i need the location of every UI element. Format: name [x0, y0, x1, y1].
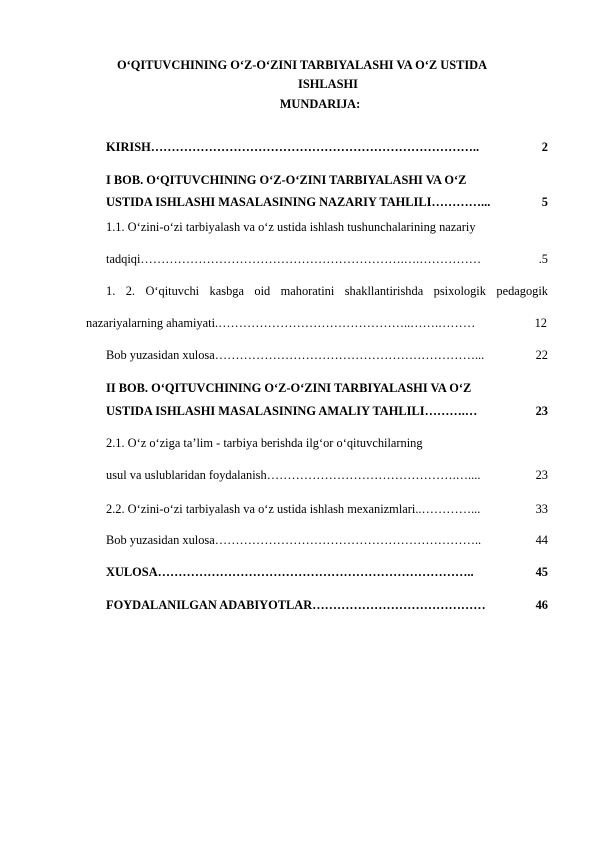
doc-title-line2-text: ISHLASHI	[298, 77, 358, 91]
toc-entry-2-2[interactable]	[106, 502, 548, 517]
toc-leader-dots: ………………………………………..…….………	[218, 316, 476, 330]
toc-entry-text: XULOSA	[106, 565, 158, 579]
toc-entry-1-1-line1[interactable]: 1.1. O‘zini-o‘zi tarbiyalash va o‘z ustida ishlash tushunchalarining nazariy	[106, 220, 476, 234]
toc-entry-text: nazariyalarning ahamiyati.	[86, 316, 219, 330]
toc-entry-text: USTIDA ISHLASHI MASALASINING NAZARIY TAHLILI	[106, 195, 432, 209]
toc-entry-text: KIRISH	[106, 140, 151, 154]
toc-entry-1-1-line2[interactable]	[106, 252, 548, 267]
toc-entry-1-2-line2[interactable]	[86, 316, 547, 331]
toc-entry-text: tadqiqi	[106, 252, 141, 266]
toc-entry-text: usul va uslublaridan foydalanish	[106, 468, 267, 482]
toc-entry-bob1-xulosa[interactable]	[106, 348, 548, 363]
toc-page-number: 23	[535, 468, 548, 482]
toc-page-number: .5	[538, 252, 548, 266]
toc-leader-dots: ……….…	[424, 404, 478, 418]
toc-entry-kirish[interactable]	[106, 140, 548, 155]
toc-heading	[22, 97, 596, 112]
toc-leader-dots: ………………………………………………………...	[214, 348, 485, 362]
toc-entry-text: 2.2. O‘zini-o‘zi tarbiyalash va o‘z ustida ishlash mexanizmlari	[106, 502, 416, 516]
toc-leader-dots: ……………………………………………………….….……………	[140, 252, 482, 266]
toc-entry-bob2-line2[interactable]	[106, 404, 548, 419]
toc-entry-xulosa[interactable]	[106, 565, 548, 580]
toc-page-number: 23	[535, 404, 548, 418]
toc-entry-text: FOYDALANILGAN ADABIYOTLAR	[106, 598, 313, 612]
toc-entry-text: Bob yuzasidan xulosa	[106, 348, 215, 362]
toc-entry-1-2-line1[interactable]: 1. 2. O‘qituvchi kasbga oid mahoratini shakllantirishda psixologik pedagogik	[106, 284, 548, 298]
toc-entry-bob2-line1[interactable]: II BOB. O‘QITUVCHINING O‘Z-O‘ZINI TARBIYALASHI VA O‘Z	[106, 381, 472, 395]
toc-entry-2-1-line1[interactable]: 2.1. O‘z o‘ziga ta’lim - tarbiya berishda ilg‘or o‘qituvchilarning	[106, 436, 423, 450]
toc-entry-text: USTIDA ISHLASHI MASALASINING AMALIY TAHLILI	[106, 404, 425, 418]
toc-entry-adabiyotlar[interactable]	[106, 598, 548, 613]
toc-entry-bob1-line2[interactable]	[106, 195, 548, 210]
toc-entry-2-1-line2[interactable]	[106, 468, 548, 483]
toc-page-number: 12	[534, 316, 547, 330]
toc-page-number: 46	[535, 598, 548, 612]
toc-page-number: 22	[535, 348, 548, 362]
toc-leader-dots: ……………………………………	[312, 598, 486, 612]
toc-page-number: 33	[535, 502, 548, 516]
toc-entry-bob2-xulosa[interactable]	[106, 533, 548, 548]
toc-leader-dots: ……………………………………….…....	[266, 468, 481, 482]
toc-entry-text: Bob yuzasidan xulosa	[106, 533, 215, 547]
toc-leader-dots: ………………………………………………………..	[214, 533, 482, 547]
toc-leader-dots: ..…………...	[415, 502, 481, 516]
toc-page-number: 44	[535, 533, 548, 547]
toc-page-number: 5	[541, 195, 548, 209]
toc-entry-bob1-line1[interactable]: I BOB. O‘QITUVCHINING O‘Z-O‘ZINI TARBIYALASHI VA O‘Z	[106, 173, 467, 187]
toc-page-number: 2	[541, 140, 548, 154]
toc-leader-dots: …………...	[431, 195, 491, 209]
toc-leader-dots: ……………………………………………………………………..	[150, 140, 480, 154]
doc-title-line1: O‘QITUVCHINING O‘Z-O‘ZINI TARBIYALASHI VA O‘Z USTIDA	[117, 58, 488, 72]
doc-title-line2	[30, 77, 596, 92]
toc-page-number: 45	[535, 565, 548, 579]
toc-leader-dots: …………………………………………………………………..	[157, 565, 474, 579]
toc-heading-text: MUNDARIJA:	[279, 97, 361, 111]
